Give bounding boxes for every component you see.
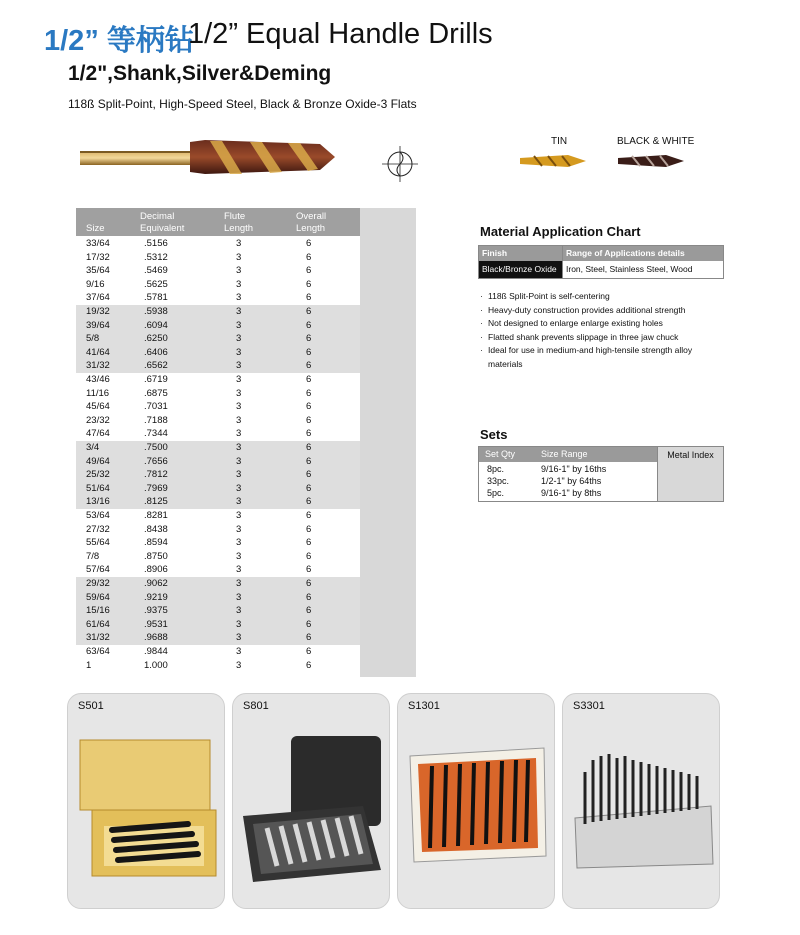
decimal-cell: .7344 xyxy=(144,428,168,440)
size-cell: 49/64 xyxy=(86,455,110,467)
flute-cell: 3 xyxy=(236,319,242,331)
feature-item-continuation: materials xyxy=(488,358,523,369)
header-overall-2: Length xyxy=(296,223,326,234)
flute-cell: 3 xyxy=(236,360,242,372)
flute-cell: 3 xyxy=(236,265,242,277)
flute-cell: 3 xyxy=(236,428,242,440)
sets-title: Sets xyxy=(480,427,508,442)
overall-cell: 6 xyxy=(306,618,312,630)
decimal-cell: .6719 xyxy=(144,374,168,385)
size-cell: 41/64 xyxy=(86,346,110,358)
table-row xyxy=(76,400,360,414)
size-cell: 45/64 xyxy=(86,401,110,413)
overall-cell: 6 xyxy=(306,591,312,603)
table-row xyxy=(76,441,360,455)
decimal-cell: .7500 xyxy=(144,442,168,453)
flute-cell: 3 xyxy=(236,333,242,345)
decimal-cell: .9219 xyxy=(144,591,168,603)
overall-cell: 6 xyxy=(306,537,312,549)
sets-row xyxy=(479,476,657,487)
feature-item: · Flatted shank prevents slippage in three jaw chuck xyxy=(480,331,730,345)
flute-cell: 3 xyxy=(236,292,242,304)
material-col-finish: Finish xyxy=(479,246,563,261)
decimal-cell: .9062 xyxy=(144,578,168,589)
table-row xyxy=(76,577,360,591)
set-qty: 33pc. xyxy=(487,476,510,486)
decimal-cell: .9375 xyxy=(144,605,168,617)
table-row xyxy=(76,373,360,387)
set-range: 9/16-1" by 16ths xyxy=(541,464,607,474)
flute-cell: 3 xyxy=(236,469,242,481)
material-chart-title: Material Application Chart xyxy=(480,224,641,239)
table-row xyxy=(76,305,360,319)
overall-cell: 6 xyxy=(306,564,312,576)
decimal-cell: .8125 xyxy=(144,496,168,508)
size-cell: 13/16 xyxy=(86,496,110,508)
size-cell: 17/32 xyxy=(86,251,110,263)
sets-col-qty: Set Qty xyxy=(485,449,516,459)
size-cell: 25/32 xyxy=(86,469,110,481)
split-point-icon xyxy=(380,144,420,184)
size-table xyxy=(76,208,416,677)
table-row xyxy=(76,604,360,618)
kit-card-s3301 xyxy=(562,693,720,909)
decimal-cell: .5625 xyxy=(144,278,168,290)
product-subtitle: 1/2",Shank,Silver&Deming xyxy=(68,62,332,85)
decimal-cell: .5938 xyxy=(144,306,168,317)
overall-cell: 6 xyxy=(306,265,312,277)
feature-item: · 118ß Split-Point is self-centering xyxy=(480,290,730,304)
kit-label: S3301 xyxy=(573,700,605,712)
size-cell: 55/64 xyxy=(86,537,110,549)
tin-drill-image xyxy=(520,150,590,172)
sets-header xyxy=(479,447,657,462)
flute-cell: 3 xyxy=(236,401,242,413)
kit-card-s1301 xyxy=(397,693,555,909)
size-cell: 29/32 xyxy=(86,578,110,589)
flute-cell: 3 xyxy=(236,251,242,263)
table-row xyxy=(76,482,360,496)
drill-stand-image xyxy=(563,720,719,908)
size-cell: 33/64 xyxy=(86,238,110,249)
overall-cell: 6 xyxy=(306,646,312,657)
overall-cell: 6 xyxy=(306,333,312,345)
table-row xyxy=(76,631,360,645)
table-row xyxy=(76,264,360,278)
header-overall-1: Overall xyxy=(296,211,327,222)
flute-cell: 3 xyxy=(236,238,242,249)
overall-cell: 6 xyxy=(306,428,312,440)
table-row xyxy=(76,618,360,632)
table-row xyxy=(76,495,360,509)
size-cell: 39/64 xyxy=(86,319,110,331)
overall-cell: 6 xyxy=(306,319,312,331)
table-row xyxy=(76,332,360,346)
kit-label: S801 xyxy=(243,700,269,712)
page-title: 1/2” Equal Handle Drills xyxy=(188,18,493,50)
material-col-range: Range of Applications details xyxy=(566,248,685,258)
flute-cell: 3 xyxy=(236,618,242,630)
size-cell: 37/64 xyxy=(86,292,110,304)
plastic-case-image xyxy=(233,720,389,908)
overall-cell: 6 xyxy=(306,346,312,358)
flute-cell: 3 xyxy=(236,632,242,644)
flute-cell: 3 xyxy=(236,537,242,549)
decimal-cell: .8438 xyxy=(144,523,168,535)
flute-cell: 3 xyxy=(236,387,242,399)
size-cell: 31/32 xyxy=(86,360,110,372)
overall-cell: 6 xyxy=(306,469,312,481)
flute-cell: 3 xyxy=(236,578,242,589)
overall-cell: 6 xyxy=(306,578,312,589)
set-qty: 8pc. xyxy=(487,464,505,474)
decimal-cell: .8594 xyxy=(144,537,168,549)
overall-cell: 6 xyxy=(306,510,312,521)
header-decimal-2: Equivalent xyxy=(140,223,185,234)
feature-item: · Ideal for use in medium-and high-tensile strength alloy xyxy=(480,344,730,358)
kit-label: S1301 xyxy=(408,700,440,712)
size-cell: 35/64 xyxy=(86,265,110,277)
overall-cell: 6 xyxy=(306,632,312,644)
flute-cell: 3 xyxy=(236,442,242,453)
size-cell: 61/64 xyxy=(86,618,110,630)
size-cell: 19/32 xyxy=(86,306,110,317)
flute-cell: 3 xyxy=(236,455,242,467)
sets-table xyxy=(478,446,724,502)
header-flute-1: Flute xyxy=(224,211,246,222)
overall-cell: 6 xyxy=(306,387,312,399)
header-size: Size xyxy=(86,223,105,234)
material-chart-row xyxy=(479,261,723,278)
overall-cell: 6 xyxy=(306,278,312,290)
decimal-cell: .8281 xyxy=(144,510,168,521)
decimal-cell: .6406 xyxy=(144,346,168,358)
overall-cell: 6 xyxy=(306,292,312,304)
size-cell: 9/16 xyxy=(86,278,105,290)
decimal-cell: .7031 xyxy=(144,401,168,413)
table-row xyxy=(76,659,360,673)
set-range: 9/16-1" by 8ths xyxy=(541,488,602,498)
table-row xyxy=(76,346,360,360)
decimal-cell: .8750 xyxy=(144,550,168,562)
flute-cell: 3 xyxy=(236,482,242,494)
size-cell: 51/64 xyxy=(86,482,110,494)
flute-cell: 3 xyxy=(236,278,242,290)
sets-col-metal-index: Metal Index xyxy=(657,447,723,501)
overall-cell: 6 xyxy=(306,605,312,617)
flute-cell: 3 xyxy=(236,605,242,617)
size-table-header xyxy=(76,208,360,236)
table-row xyxy=(76,509,360,523)
overall-cell: 6 xyxy=(306,442,312,453)
flute-cell: 3 xyxy=(236,564,242,576)
feature-list xyxy=(480,290,730,371)
decimal-cell: .9531 xyxy=(144,618,168,630)
size-cell: 15/16 xyxy=(86,605,110,617)
decimal-cell: .7188 xyxy=(144,414,168,426)
table-row xyxy=(76,563,360,577)
flute-cell: 3 xyxy=(236,550,242,562)
overall-cell: 6 xyxy=(306,374,312,385)
table-row xyxy=(76,359,360,373)
flute-cell: 3 xyxy=(236,591,242,603)
kit-card-s801 xyxy=(232,693,390,909)
overall-cell: 6 xyxy=(306,238,312,249)
kit-label: S501 xyxy=(78,700,104,712)
sets-row xyxy=(479,464,657,475)
decimal-cell: .5781 xyxy=(144,292,168,304)
size-table-side-panel xyxy=(360,208,416,677)
decimal-cell: .5469 xyxy=(144,265,168,277)
wood-case-image xyxy=(68,720,224,908)
overall-cell: 6 xyxy=(306,550,312,562)
table-row xyxy=(76,645,360,659)
tin-finish-label: TIN xyxy=(551,136,568,147)
overall-cell: 6 xyxy=(306,251,312,263)
size-cell: 57/64 xyxy=(86,564,110,576)
sets-row xyxy=(479,488,657,499)
table-row xyxy=(76,319,360,333)
size-cell: 47/64 xyxy=(86,428,110,440)
table-row xyxy=(76,427,360,441)
flute-cell: 3 xyxy=(236,510,242,521)
size-cell: 43/46 xyxy=(86,374,110,385)
flute-cell: 3 xyxy=(236,414,242,426)
table-row xyxy=(76,291,360,305)
overall-cell: 6 xyxy=(306,414,312,426)
table-row xyxy=(76,387,360,401)
size-cell: 27/32 xyxy=(86,523,110,535)
table-row xyxy=(76,251,360,265)
flute-cell: 3 xyxy=(236,659,242,671)
decimal-cell: .6094 xyxy=(144,319,168,331)
title-chinese: 1/2” 等柄钻 xyxy=(44,25,194,57)
table-row xyxy=(76,278,360,292)
decimal-cell: .9688 xyxy=(144,632,168,644)
flute-cell: 3 xyxy=(236,646,242,657)
table-row xyxy=(76,523,360,537)
overall-cell: 6 xyxy=(306,455,312,467)
table-row xyxy=(76,455,360,469)
decimal-cell: .8906 xyxy=(144,564,168,576)
decimal-cell: .5312 xyxy=(144,251,168,263)
size-cell: 53/64 xyxy=(86,510,110,521)
flute-cell: 3 xyxy=(236,306,242,317)
sets-col-range: Size Range xyxy=(541,449,588,459)
header-decimal-1: Decimal xyxy=(140,211,175,222)
spec-line: 118ß Split-Point, High-Speed Steel, Black & Bronze Oxide-3 Flats xyxy=(68,97,417,111)
size-cell: 1 xyxy=(86,659,92,671)
flute-cell: 3 xyxy=(236,346,242,358)
overall-cell: 6 xyxy=(306,401,312,413)
drill-bit-image xyxy=(80,130,340,185)
overall-cell: 6 xyxy=(306,659,312,671)
table-row xyxy=(76,591,360,605)
decimal-cell: 1.000 xyxy=(144,659,168,671)
overall-cell: 6 xyxy=(306,360,312,372)
material-finish-value: Black/Bronze Oxide xyxy=(479,261,563,278)
feature-item: · Heavy-duty construction provides additional strength xyxy=(480,304,730,318)
flute-cell: 3 xyxy=(236,496,242,508)
decimal-cell: .7656 xyxy=(144,455,168,467)
size-cell: 11/16 xyxy=(86,387,110,399)
decimal-cell: .6875 xyxy=(144,387,168,399)
table-row xyxy=(76,536,360,550)
decimal-cell: .7812 xyxy=(144,469,168,481)
size-cell: 5/8 xyxy=(86,333,100,345)
kit-card-s501 xyxy=(67,693,225,909)
overall-cell: 6 xyxy=(306,496,312,508)
decimal-cell: .6250 xyxy=(144,333,168,345)
size-cell: 59/64 xyxy=(86,591,110,603)
table-row xyxy=(76,468,360,482)
flute-cell: 3 xyxy=(236,523,242,535)
decimal-cell: .9844 xyxy=(144,646,168,657)
table-row xyxy=(76,237,360,251)
size-cell: 23/32 xyxy=(86,414,110,426)
header-flute-2: Length xyxy=(224,223,254,234)
size-cell: 7/8 xyxy=(86,550,100,562)
material-chart-table xyxy=(478,245,724,279)
overall-cell: 6 xyxy=(306,482,312,494)
material-chart-header xyxy=(479,246,723,261)
size-cell: 31/32 xyxy=(86,632,110,644)
set-qty: 5pc. xyxy=(487,488,505,498)
material-range-value: Iron, Steel, Stainless Steel, Wood xyxy=(566,264,693,274)
drill-tray-image xyxy=(398,720,554,908)
table-row xyxy=(76,550,360,564)
decimal-cell: .6562 xyxy=(144,360,168,372)
overall-cell: 6 xyxy=(306,306,312,317)
table-row xyxy=(76,414,360,428)
feature-item: · Not designed to enlarge enlarge existing holes xyxy=(480,317,730,331)
overall-cell: 6 xyxy=(306,523,312,535)
size-cell: 63/64 xyxy=(86,646,110,657)
decimal-cell: .7969 xyxy=(144,482,168,494)
flute-cell: 3 xyxy=(236,374,242,385)
black-white-finish-label: BLACK & WHITE xyxy=(617,136,695,147)
size-cell: 3/4 xyxy=(86,442,100,453)
decimal-cell: .5156 xyxy=(144,238,168,249)
set-range: 1/2-1" by 64ths xyxy=(541,476,602,486)
black-white-drill-image xyxy=(618,150,688,172)
